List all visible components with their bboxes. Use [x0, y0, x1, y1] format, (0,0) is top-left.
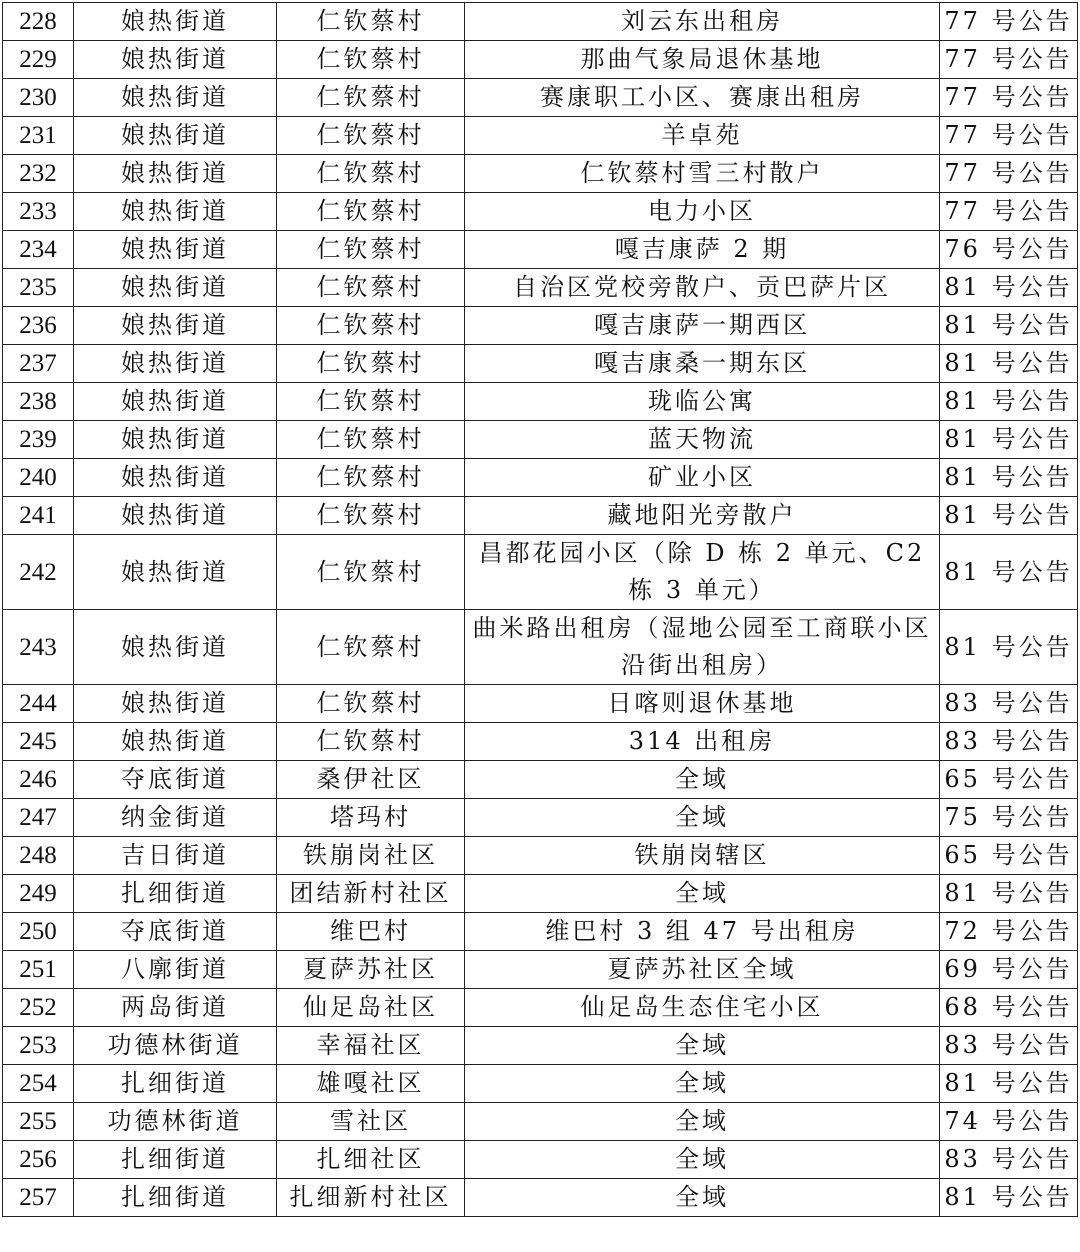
row-number-cell: 231 — [3, 117, 74, 155]
table-row — [3, 79, 1078, 117]
street-cell: 娘热街道 — [74, 269, 277, 307]
notice-cell: 81 号公告 — [940, 345, 1078, 383]
street-cell: 娘热街道 — [74, 421, 277, 459]
area-cell: 314 出租房 — [465, 723, 940, 761]
street-cell: 娘热街道 — [74, 79, 277, 117]
row-number-cell: 257 — [3, 1179, 74, 1217]
row-number-cell: 244 — [3, 685, 74, 723]
street-cell: 扎细街道 — [74, 1179, 277, 1217]
area-cell: 羊卓苑 — [465, 117, 940, 155]
area-cell: 全域 — [465, 1179, 940, 1217]
notice-cell: 68 号公告 — [940, 989, 1078, 1027]
community-cell: 扎细新村社区 — [277, 1179, 465, 1217]
street-cell: 娘热街道 — [74, 41, 277, 79]
street-cell: 扎细街道 — [74, 875, 277, 913]
table-row — [3, 875, 1078, 913]
notice-cell: 81 号公告 — [940, 383, 1078, 421]
area-cell: 自治区党校旁散户、贡巴萨片区 — [465, 269, 940, 307]
row-number-cell: 246 — [3, 761, 74, 799]
notice-cell: 81 号公告 — [940, 421, 1078, 459]
area-cell: 全域 — [465, 1065, 940, 1103]
area-cell: 嘎吉康萨 2 期 — [465, 231, 940, 269]
street-cell: 娘热街道 — [74, 3, 277, 41]
notice-cell: 77 号公告 — [940, 79, 1078, 117]
row-number-cell: 232 — [3, 155, 74, 193]
table-body — [3, 3, 1078, 1217]
area-cell: 赛康职工小区、赛康出租房 — [465, 79, 940, 117]
area-cell: 嘎吉康萨一期西区 — [465, 307, 940, 345]
row-number-cell: 234 — [3, 231, 74, 269]
notice-cell: 77 号公告 — [940, 193, 1078, 231]
notice-cell: 81 号公告 — [940, 535, 1078, 610]
community-cell: 扎细社区 — [277, 1141, 465, 1179]
street-cell: 功德林街道 — [74, 1103, 277, 1141]
table-row — [3, 231, 1078, 269]
table-row — [3, 723, 1078, 761]
notice-table — [2, 2, 1078, 1217]
area-cell: 蓝天物流 — [465, 421, 940, 459]
table-row — [3, 155, 1078, 193]
table-row — [3, 913, 1078, 951]
notice-cell: 72 号公告 — [940, 913, 1078, 951]
area-cell: 仁钦蔡村雪三村散户 — [465, 155, 940, 193]
notice-cell: 76 号公告 — [940, 231, 1078, 269]
community-cell: 仁钦蔡村 — [277, 610, 465, 685]
street-cell: 娘热街道 — [74, 685, 277, 723]
community-cell: 团结新村社区 — [277, 875, 465, 913]
table-row — [3, 610, 1078, 685]
notice-cell: 77 号公告 — [940, 3, 1078, 41]
notice-cell: 81 号公告 — [940, 269, 1078, 307]
community-cell: 仁钦蔡村 — [277, 41, 465, 79]
row-number-cell: 253 — [3, 1027, 74, 1065]
table-row — [3, 459, 1078, 497]
street-cell: 吉日街道 — [74, 837, 277, 875]
community-cell: 夏萨苏社区 — [277, 951, 465, 989]
street-cell: 娘热街道 — [74, 459, 277, 497]
row-number-cell: 230 — [3, 79, 74, 117]
community-cell: 雪社区 — [277, 1103, 465, 1141]
area-cell: 珑临公寓 — [465, 383, 940, 421]
row-number-cell: 255 — [3, 1103, 74, 1141]
area-cell: 电力小区 — [465, 193, 940, 231]
table-row — [3, 951, 1078, 989]
street-cell: 扎细街道 — [74, 1065, 277, 1103]
street-cell: 娘热街道 — [74, 345, 277, 383]
community-cell: 仁钦蔡村 — [277, 723, 465, 761]
street-cell: 夺底街道 — [74, 913, 277, 951]
notice-cell: 75 号公告 — [940, 799, 1078, 837]
row-number-cell: 249 — [3, 875, 74, 913]
row-number-cell: 251 — [3, 951, 74, 989]
table-row — [3, 685, 1078, 723]
area-cell: 矿业小区 — [465, 459, 940, 497]
table-row — [3, 117, 1078, 155]
notice-cell: 81 号公告 — [940, 1065, 1078, 1103]
street-cell: 娘热街道 — [74, 307, 277, 345]
notice-cell: 81 号公告 — [940, 610, 1078, 685]
area-cell: 曲米路出租房（湿地公园至工商联小区沿街出租房） — [465, 610, 940, 685]
area-cell: 全域 — [465, 1141, 940, 1179]
row-number-cell: 254 — [3, 1065, 74, 1103]
row-number-cell: 233 — [3, 193, 74, 231]
row-number-cell: 238 — [3, 383, 74, 421]
table-row — [3, 1027, 1078, 1065]
community-cell: 仁钦蔡村 — [277, 421, 465, 459]
notice-cell: 74 号公告 — [940, 1103, 1078, 1141]
notice-cell: 83 号公告 — [940, 723, 1078, 761]
row-number-cell: 245 — [3, 723, 74, 761]
community-cell: 仁钦蔡村 — [277, 269, 465, 307]
table-row — [3, 497, 1078, 535]
notice-cell: 81 号公告 — [940, 875, 1078, 913]
area-cell: 维巴村 3 组 47 号出租房 — [465, 913, 940, 951]
area-cell: 夏萨苏社区全域 — [465, 951, 940, 989]
street-cell: 纳金街道 — [74, 799, 277, 837]
table-row — [3, 989, 1078, 1027]
community-cell: 仁钦蔡村 — [277, 155, 465, 193]
community-cell: 桑伊社区 — [277, 761, 465, 799]
community-cell: 塔玛村 — [277, 799, 465, 837]
area-cell: 藏地阳光旁散户 — [465, 497, 940, 535]
community-cell: 仁钦蔡村 — [277, 231, 465, 269]
street-cell: 娘热街道 — [74, 497, 277, 535]
table-row — [3, 345, 1078, 383]
notice-cell: 77 号公告 — [940, 155, 1078, 193]
community-cell: 仁钦蔡村 — [277, 307, 465, 345]
notice-cell: 81 号公告 — [940, 497, 1078, 535]
table-row — [3, 41, 1078, 79]
notice-cell: 83 号公告 — [940, 685, 1078, 723]
street-cell: 娘热街道 — [74, 535, 277, 610]
table-row — [3, 799, 1078, 837]
row-number-cell: 235 — [3, 269, 74, 307]
row-number-cell: 248 — [3, 837, 74, 875]
area-cell: 全域 — [465, 761, 940, 799]
table-row — [3, 269, 1078, 307]
street-cell: 功德林街道 — [74, 1027, 277, 1065]
area-cell: 那曲气象局退休基地 — [465, 41, 940, 79]
row-number-cell: 229 — [3, 41, 74, 79]
community-cell: 仁钦蔡村 — [277, 345, 465, 383]
notice-cell: 69 号公告 — [940, 951, 1078, 989]
area-cell: 刘云东出租房 — [465, 3, 940, 41]
community-cell: 仁钦蔡村 — [277, 459, 465, 497]
notice-cell: 77 号公告 — [940, 41, 1078, 79]
community-cell: 仁钦蔡村 — [277, 685, 465, 723]
row-number-cell: 242 — [3, 535, 74, 610]
community-cell: 仁钦蔡村 — [277, 535, 465, 610]
table-row — [3, 383, 1078, 421]
street-cell: 娘热街道 — [74, 231, 277, 269]
street-cell: 娘热街道 — [74, 610, 277, 685]
table-row — [3, 1065, 1078, 1103]
area-cell: 全域 — [465, 799, 940, 837]
row-number-cell: 256 — [3, 1141, 74, 1179]
community-cell: 仁钦蔡村 — [277, 117, 465, 155]
table-row — [3, 1141, 1078, 1179]
street-cell: 扎细街道 — [74, 1141, 277, 1179]
row-number-cell: 252 — [3, 989, 74, 1027]
table-row — [3, 535, 1078, 610]
area-cell: 仙足岛生态住宅小区 — [465, 989, 940, 1027]
table-row — [3, 761, 1078, 799]
notice-cell: 65 号公告 — [940, 761, 1078, 799]
table-row — [3, 421, 1078, 459]
table-row — [3, 193, 1078, 231]
table-row — [3, 1179, 1078, 1217]
row-number-cell: 250 — [3, 913, 74, 951]
table-row — [3, 307, 1078, 345]
notice-cell: 65 号公告 — [940, 837, 1078, 875]
row-number-cell: 236 — [3, 307, 74, 345]
street-cell: 两岛街道 — [74, 989, 277, 1027]
row-number-cell: 237 — [3, 345, 74, 383]
community-cell: 雄嘎社区 — [277, 1065, 465, 1103]
table-row — [3, 3, 1078, 41]
notice-cell: 81 号公告 — [940, 307, 1078, 345]
community-cell: 仁钦蔡村 — [277, 79, 465, 117]
area-cell: 铁崩岗辖区 — [465, 837, 940, 875]
row-number-cell: 228 — [3, 3, 74, 41]
community-cell: 仁钦蔡村 — [277, 3, 465, 41]
row-number-cell: 243 — [3, 610, 74, 685]
area-cell: 嘎吉康桑一期东区 — [465, 345, 940, 383]
notice-cell: 77 号公告 — [940, 117, 1078, 155]
table-row — [3, 837, 1078, 875]
area-cell: 全域 — [465, 875, 940, 913]
community-cell: 维巴村 — [277, 913, 465, 951]
community-cell: 仁钦蔡村 — [277, 383, 465, 421]
notice-cell: 81 号公告 — [940, 1179, 1078, 1217]
row-number-cell: 239 — [3, 421, 74, 459]
community-cell: 仁钦蔡村 — [277, 497, 465, 535]
street-cell: 娘热街道 — [74, 193, 277, 231]
area-cell: 全域 — [465, 1027, 940, 1065]
community-cell: 铁崩岗社区 — [277, 837, 465, 875]
notice-cell: 83 号公告 — [940, 1027, 1078, 1065]
row-number-cell: 247 — [3, 799, 74, 837]
street-cell: 娘热街道 — [74, 723, 277, 761]
row-number-cell: 240 — [3, 459, 74, 497]
community-cell: 仙足岛社区 — [277, 989, 465, 1027]
notice-cell: 83 号公告 — [940, 1141, 1078, 1179]
community-cell: 仁钦蔡村 — [277, 193, 465, 231]
street-cell: 夺底街道 — [74, 761, 277, 799]
notice-cell: 81 号公告 — [940, 459, 1078, 497]
street-cell: 娘热街道 — [74, 155, 277, 193]
area-cell: 昌都花园小区（除 D 栋 2 单元、C2 栋 3 单元） — [465, 535, 940, 610]
street-cell: 八廓街道 — [74, 951, 277, 989]
area-cell: 日喀则退休基地 — [465, 685, 940, 723]
row-number-cell: 241 — [3, 497, 74, 535]
table-row — [3, 1103, 1078, 1141]
community-cell: 幸福社区 — [277, 1027, 465, 1065]
area-cell: 全域 — [465, 1103, 940, 1141]
street-cell: 娘热街道 — [74, 383, 277, 421]
street-cell: 娘热街道 — [74, 117, 277, 155]
